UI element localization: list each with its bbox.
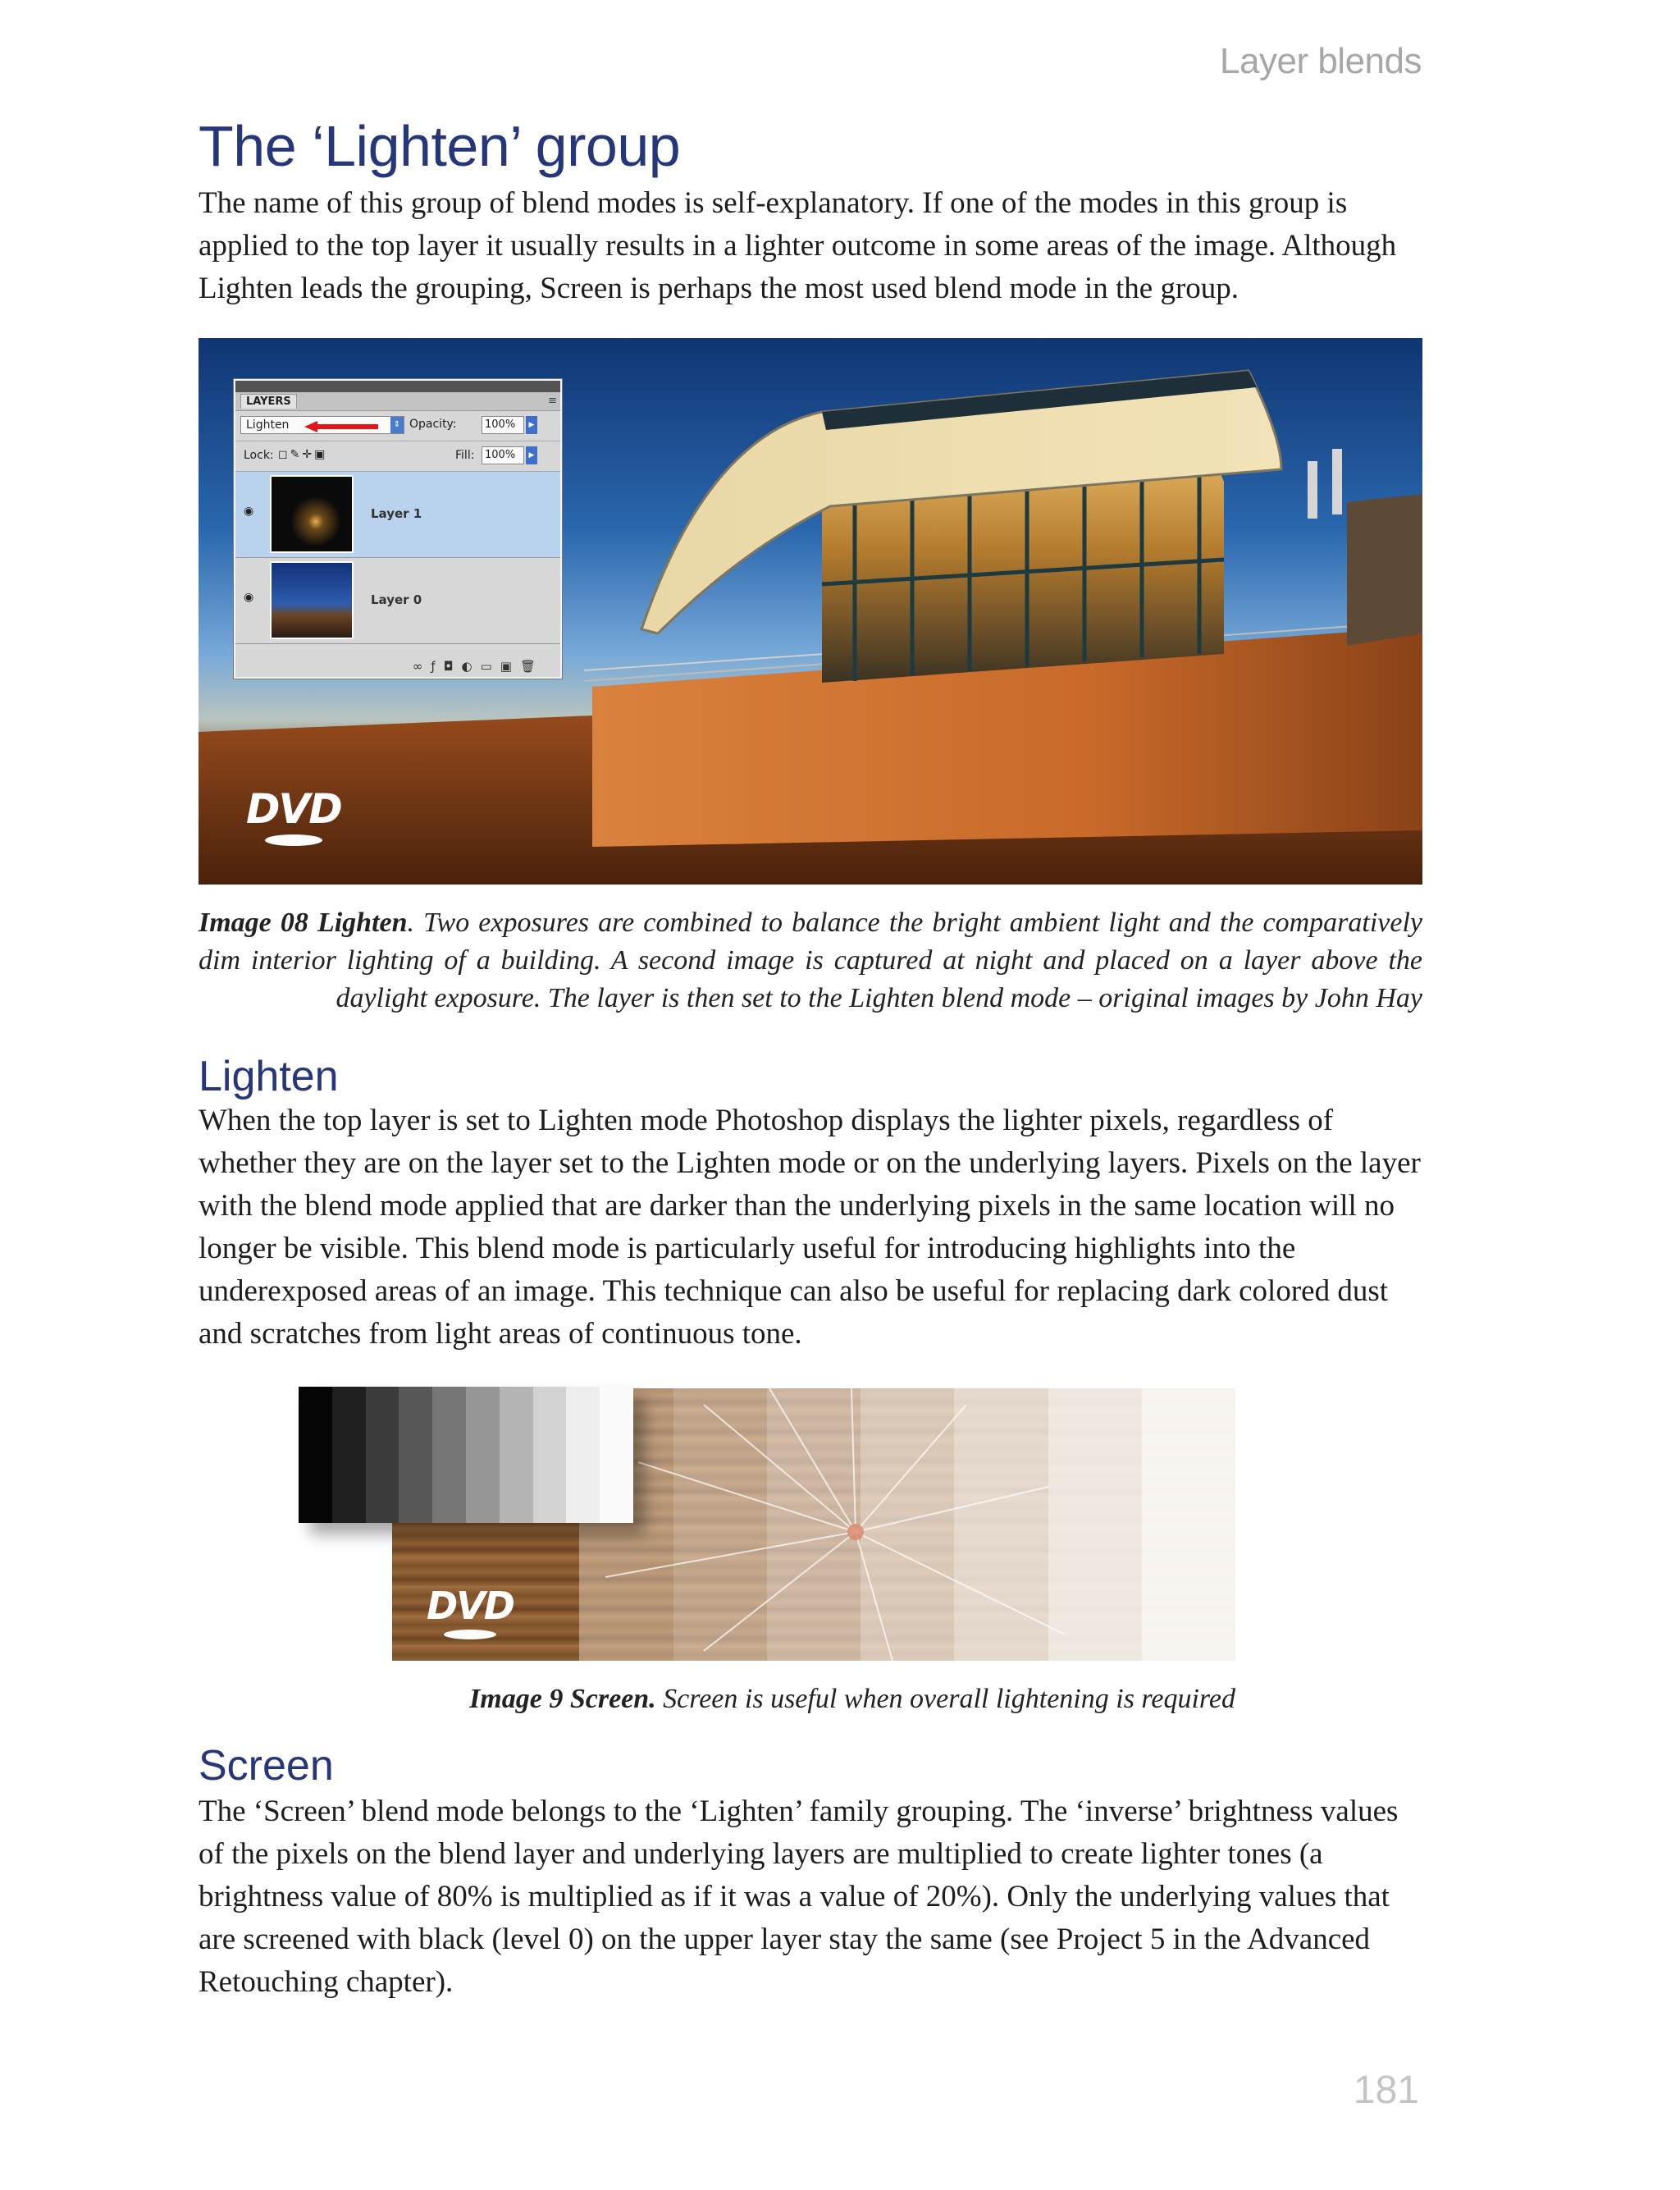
section-title: The ‘Lighten’ group: [199, 114, 681, 178]
eye-icon: ◉: [244, 591, 254, 604]
red-arrow-icon: [304, 421, 378, 432]
opacity-field: 100%: [482, 416, 524, 434]
caption-text: Screen is useful when overall lightening is required: [655, 1684, 1235, 1714]
layer-row-1: [235, 472, 560, 558]
caption-text: . Two exposures are combined to balance the bright ambient light and the comparatively dim interior lighting of a building. A second image is captured at night and placed on a layer above the daylight exposure. The layer is then set to the Lighten blend mode – original images by John Hay: [199, 908, 1422, 1013]
dvd-disc-icon: [265, 834, 322, 846]
dvd-logo-text: DVD: [427, 1584, 514, 1628]
intro-paragraph: The name of this group of blend modes is self-explanatory. If one of the modes in this group is applied to the top layer it usually results in a lighter outcome in some areas of the image. Although Lighten leads the grouping, Screen is perhaps the most used blend mode in the group.: [199, 186, 1397, 305]
caption-bold: Image 9 Screen.: [469, 1684, 656, 1714]
figure-lighten-building: [199, 338, 1422, 885]
opacity-label: Opacity:: [409, 418, 457, 431]
layers-tab: LAYERS: [240, 394, 297, 409]
grayscale-step-wedge: [299, 1387, 633, 1523]
dvd-logo: [427, 1584, 514, 1639]
eye-icon: ◉: [244, 505, 254, 518]
figure2-caption: [199, 1680, 1235, 1718]
screen-paragraph: The ‘Screen’ blend mode belongs to the ‘Lighten’ family grouping. The ‘inverse’ brightness values of the pixels on the blend layer and underlying layers are multiplied to create lighter tones (a brightness value of 80% is multiplied as if it was a value of 20%). Only the underlying values that are screened with black (level 0) on the upper layer stay the same (see Project 5 in the Advanced Retouching chapter).: [199, 1795, 1399, 1999]
fill-label: Fill:: [455, 449, 475, 462]
dvd-logo-text: DVD: [246, 785, 341, 833]
lock-icons: ◻✎✛▣: [278, 448, 328, 461]
layer-name: Layer 1: [371, 506, 422, 521]
figure-screen: [199, 1378, 1265, 1674]
lighten-paragraph: When the top layer is set to Lighten mode Photoshop displays the lighter pixels, regardless of whether they are on the layer set to the Lighten mode or on the underlying layers. Pixels on the layer with the blend mode applied that are darker than the underlying pixels in the same location will no longer be visible. This blend mode is particularly useful for introducing highlights into the underexposed areas of an image. This technique can also be useful for replacing dark colored dust and scratches from light areas of continuous tone.: [199, 1104, 1421, 1351]
select-arrows-icon: ⇕: [390, 417, 404, 433]
fill-field: 100%: [482, 446, 524, 464]
dvd-disc-icon: [444, 1630, 496, 1639]
dvd-logo: [246, 785, 341, 846]
caption-bold: Image 08 Lighten: [199, 908, 408, 938]
panel-titlebar: [235, 381, 560, 392]
layer-1-thumbnail: [270, 475, 354, 553]
running-head: Layer blends: [1220, 41, 1422, 81]
screen-heading: Screen: [199, 1742, 334, 1790]
opacity-arrow-icon: ▶: [526, 416, 537, 434]
panel-footer-icons: ∞ƒ◘◐▭▣🗑: [412, 659, 544, 674]
figure1-caption: [199, 904, 1422, 1017]
layers-panel: [234, 379, 562, 679]
layer-row-0: [235, 558, 560, 644]
lighten-heading: Lighten: [199, 1053, 339, 1100]
page-number: 181: [1353, 2069, 1419, 2112]
fill-arrow-icon: ▶: [526, 446, 537, 464]
panel-menu-icon: ≡: [548, 395, 557, 407]
lock-label: Lock:: [244, 449, 274, 462]
blend-mode-value: Lighten: [246, 418, 290, 432]
layer-name: Layer 0: [371, 592, 422, 607]
layer-0-thumbnail: [270, 561, 354, 639]
